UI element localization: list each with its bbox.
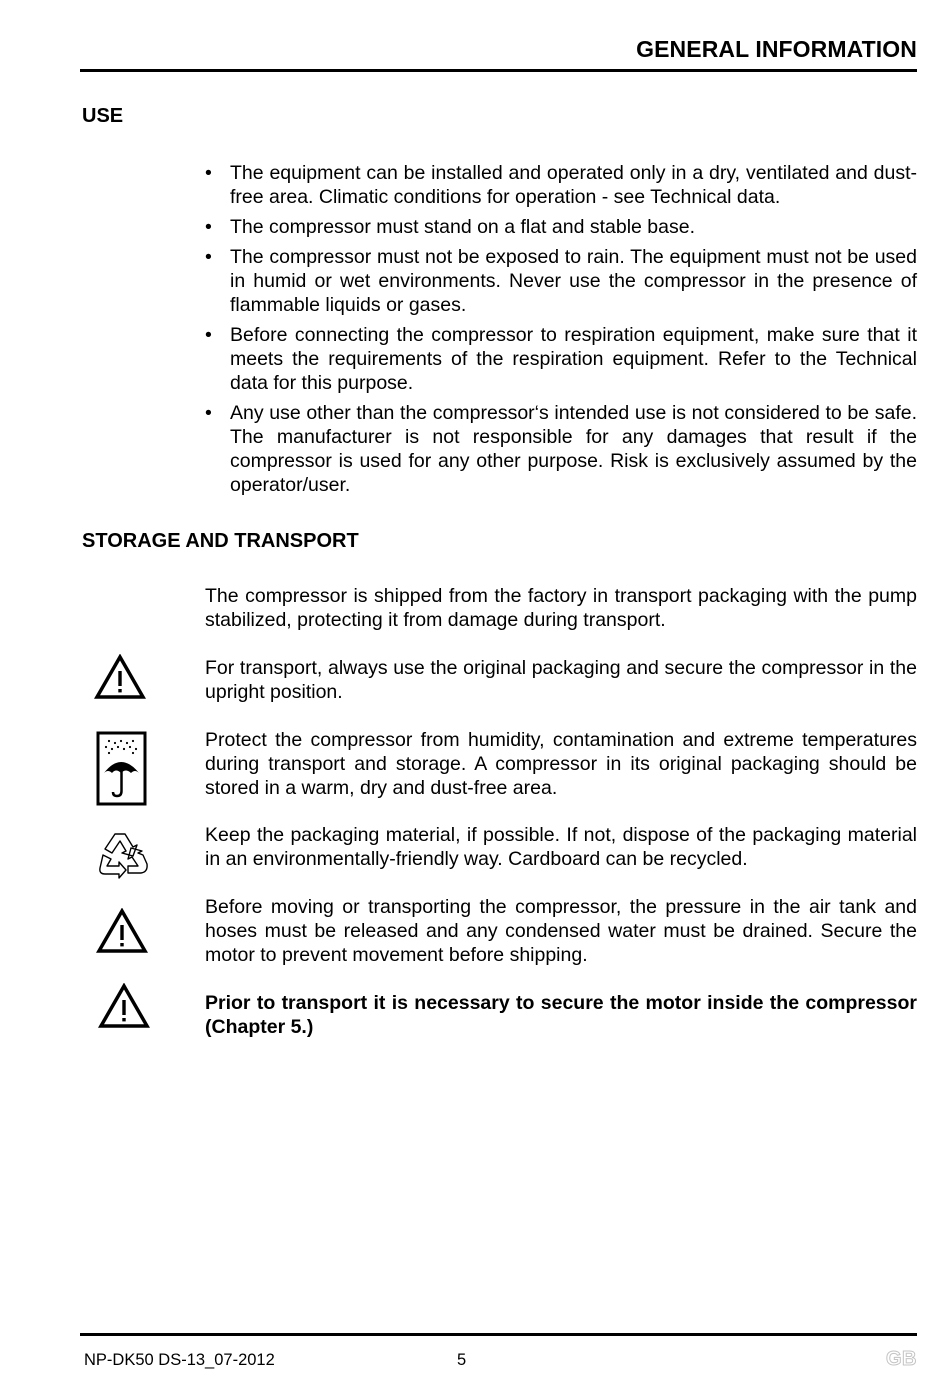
use-bullet-list bbox=[205, 161, 917, 503]
list-item-text: Any use other than the compressor‘s intended use is not considered to be safe. The manufacturer is not responsible for any damages that result if the compressor is used for any other purpose. Risk is exclusively assumed by the operator/user. bbox=[230, 402, 917, 496]
storage-paragraph-packaging: Keep the packaging material, if possible. If not, dispose of the packaging material in an environmentally-friendly way. Cardboard can be recycled. bbox=[205, 824, 917, 870]
header-rule bbox=[80, 69, 917, 72]
list-item bbox=[205, 215, 917, 239]
warning-icon bbox=[98, 983, 150, 1029]
list-item-text: The equipment can be installed and operated only in a dry, ventilated and dust-free area. Climatic conditions for operation - see Technical data. bbox=[230, 162, 917, 208]
footer-rule bbox=[80, 1333, 917, 1336]
bullet-icon: • bbox=[205, 246, 212, 268]
storage-paragraph-transport: For transport, always use the original packaging and secure the compressor in the upright position. bbox=[205, 657, 917, 703]
list-item-text: The compressor must stand on a flat and stable base. bbox=[230, 216, 696, 238]
bullet-icon: • bbox=[205, 324, 212, 346]
storage-paragraph-before-moving: Before moving or transporting the compressor, the pressure in the air tank and hoses must be released and any condensed water must be drained. Secure the motor to prevent movement before shipping. bbox=[205, 896, 917, 966]
list-item-text: The compressor must not be exposed to rain. The equipment must not be used in humid or wet environments. Never use the compressor in the presence of flammable liquids or gases. bbox=[230, 246, 917, 316]
warning-icon bbox=[96, 908, 148, 954]
page-header-title: GENERAL INFORMATION bbox=[636, 36, 917, 62]
storage-paragraph-shipping: The compressor is shipped from the factory in transport packaging with the pump stabilized, protecting it from damage during transport. bbox=[205, 585, 917, 631]
list-item bbox=[205, 245, 917, 317]
keep-dry-icon bbox=[96, 731, 148, 807]
list-item bbox=[205, 161, 917, 209]
list-item bbox=[205, 401, 917, 497]
bullet-icon: • bbox=[205, 162, 212, 184]
recycle-icon bbox=[95, 828, 149, 880]
list-item bbox=[205, 323, 917, 395]
list-item-text: Before connecting the compressor to respiration equipment, make sure that it meets the requirements of the respiration equipment. Refer to the Technical data for this purpose. bbox=[230, 324, 917, 394]
footer-document-id: NP-DK50 DS-13_07-2012 bbox=[84, 1351, 275, 1369]
bullet-icon: • bbox=[205, 402, 212, 424]
bullet-icon: • bbox=[205, 216, 212, 238]
use-section-heading: USE bbox=[82, 105, 124, 127]
language-code: GB bbox=[886, 1348, 917, 1370]
storage-paragraph-prior-warning: Prior to transport it is necessary to secure the motor inside the compressor (Chapter 5.) bbox=[205, 992, 917, 1038]
warning-icon bbox=[94, 654, 146, 700]
page-number: 5 bbox=[457, 1351, 467, 1369]
storage-section-heading: STORAGE AND TRANSPORT bbox=[82, 530, 359, 552]
storage-paragraph-protect: Protect the compressor from humidity, contamination and extreme temperatures during transport and storage. A compressor in its original packaging should be stored in a warm, dry and dust-free area. bbox=[205, 729, 917, 799]
